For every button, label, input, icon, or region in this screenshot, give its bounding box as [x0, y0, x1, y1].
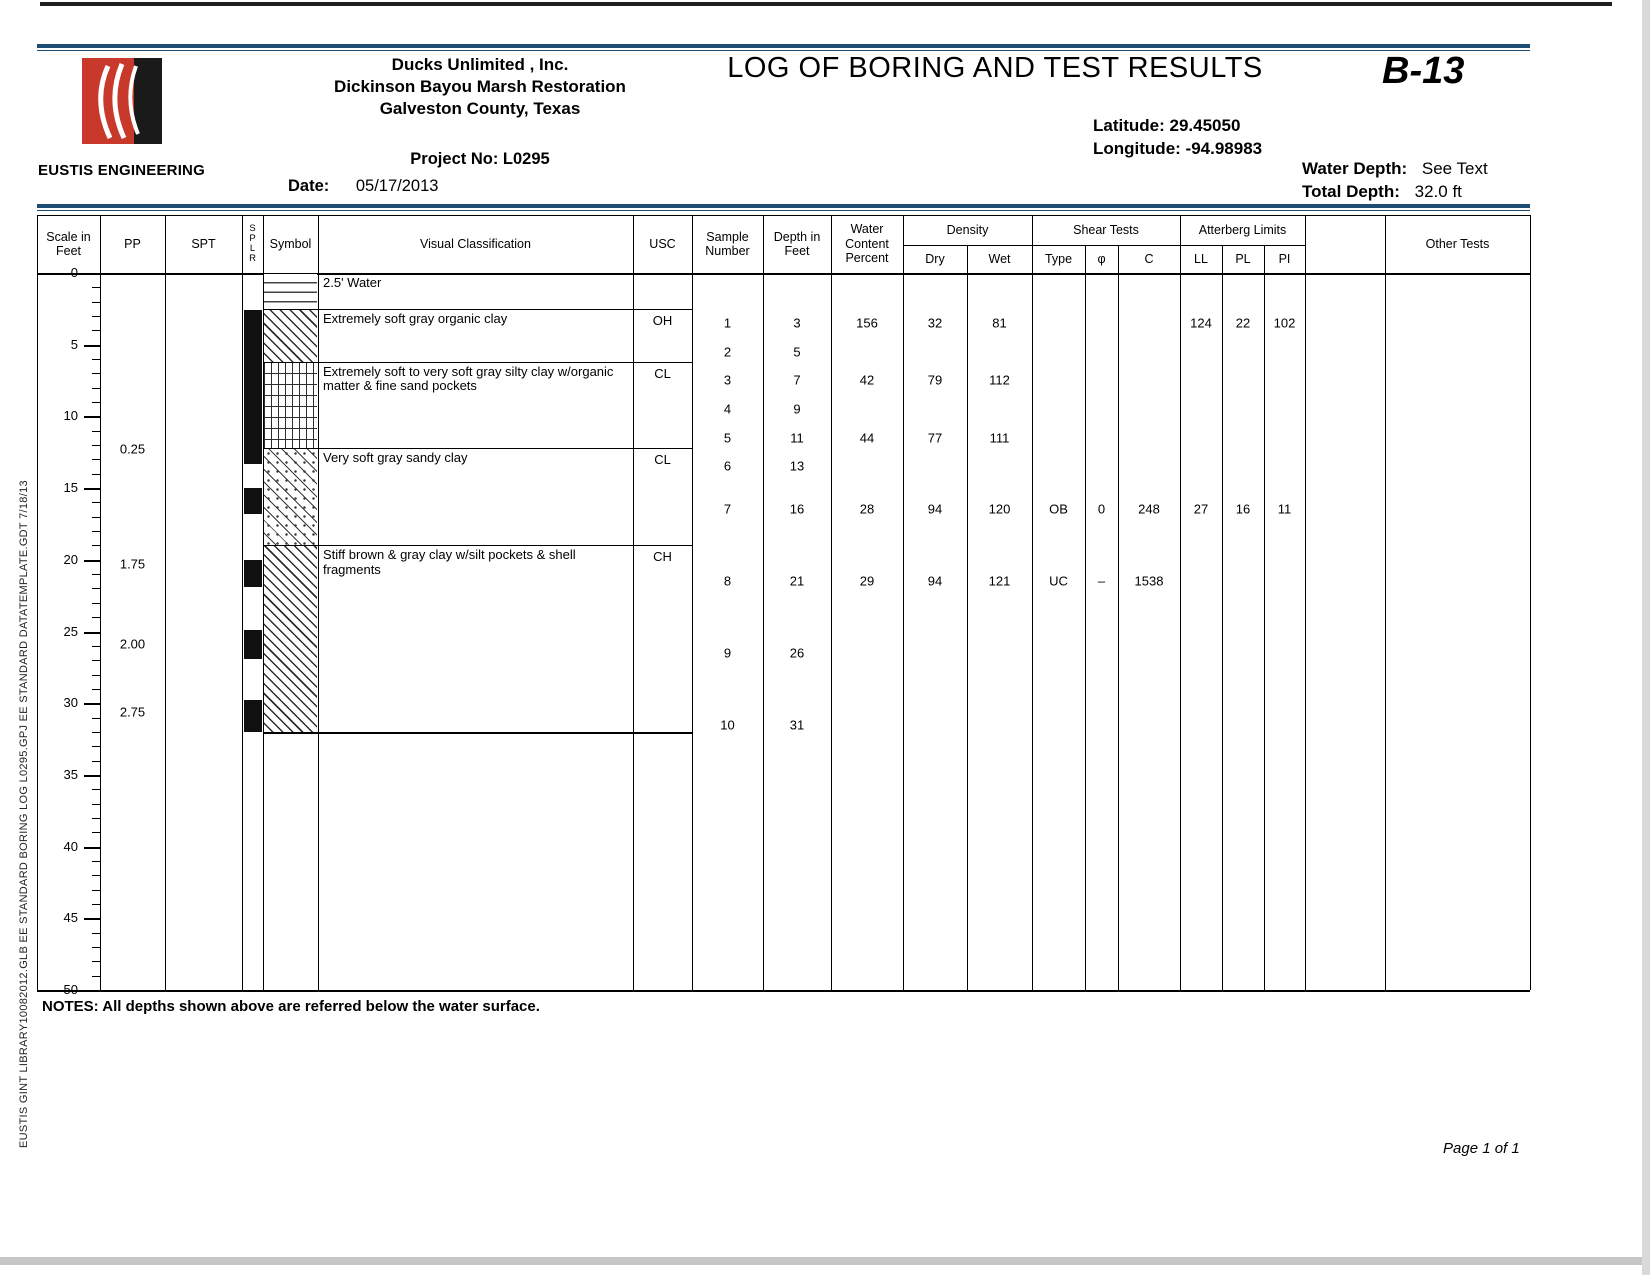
sample-depth: 9 — [793, 401, 801, 417]
sample-c: 1538 — [1134, 573, 1164, 589]
grid-vline — [633, 215, 634, 990]
grid-hline — [37, 990, 1530, 992]
mid-rule-thick — [37, 204, 1530, 208]
column-header-wc: Water Content Percent — [845, 222, 889, 266]
sample-no: 8 — [723, 573, 732, 589]
column-header-pi: PI — [1278, 252, 1291, 267]
sample-depth: 5 — [793, 344, 801, 360]
column-header-usc: USC — [649, 236, 676, 251]
water-depth-value: See Text — [1421, 159, 1488, 178]
grid-hline — [92, 904, 100, 905]
grid-hline — [84, 345, 100, 347]
grid-hline — [84, 918, 100, 920]
grid-vline — [1385, 215, 1386, 990]
grid-vline — [242, 215, 243, 990]
water-depth-label: Water Depth: — [1302, 159, 1408, 178]
column-header-phi: φ — [1097, 252, 1106, 267]
depth-scale-label: 15 — [63, 480, 78, 496]
logo-graphic — [78, 56, 166, 150]
total-depth-value: 32.0 ft — [1414, 182, 1462, 201]
grid-hline — [92, 761, 100, 762]
date-value: 05/17/2013 — [355, 177, 439, 195]
depth-scale-label: 5 — [70, 336, 78, 352]
date-line — [288, 177, 438, 196]
grid-vline — [1222, 245, 1223, 990]
depth-scale-label: 10 — [63, 408, 78, 424]
boring-id: B-13 — [1382, 50, 1465, 92]
sample-wc: 156 — [856, 315, 878, 331]
grid-vline — [763, 215, 764, 990]
sample-wet: 81 — [992, 315, 1007, 331]
grid-hline — [84, 990, 100, 992]
sample-pl: 16 — [1235, 501, 1251, 517]
sample-depth: 13 — [789, 458, 805, 474]
sample-no: 4 — [723, 401, 732, 417]
grid-hline — [263, 732, 692, 734]
sample-wet: 120 — [988, 501, 1011, 517]
sample-phi: – — [1097, 573, 1106, 589]
grid-hline — [92, 431, 100, 432]
sampler-interval — [244, 630, 262, 659]
usc-label: OH — [652, 312, 673, 328]
pp-value: 0.25 — [119, 441, 146, 457]
grid-hline — [92, 588, 100, 589]
splr-letter: P — [249, 233, 256, 245]
grid-vline — [1032, 215, 1033, 990]
grid-hline — [92, 718, 100, 719]
sample-ll: 27 — [1193, 501, 1209, 517]
grid-hline — [92, 961, 100, 962]
grid-hline — [92, 359, 100, 360]
sample-wet: 121 — [988, 573, 1011, 589]
total-depth-label: Total Depth: — [1302, 182, 1400, 201]
grid-hline — [92, 445, 100, 446]
grid-hline — [84, 703, 100, 705]
latitude-label: Latitude: — [1093, 116, 1165, 135]
sample-no: 1 — [723, 315, 732, 331]
longitude-value: -94.98983 — [1185, 139, 1263, 158]
sample-no: 3 — [723, 372, 732, 388]
column-header-pp: PP — [124, 236, 141, 251]
pp-value: 2.75 — [119, 704, 146, 720]
grid-hline — [92, 646, 100, 647]
grid-hline — [263, 309, 692, 310]
grid-hline — [84, 416, 100, 418]
total-depth-line — [1302, 182, 1462, 202]
depth-scale-label: 30 — [63, 695, 78, 711]
grid-hline — [92, 302, 100, 303]
column-header-atterberg: Atterberg Limits — [1198, 222, 1287, 237]
sample-no: 10 — [720, 717, 735, 733]
grid-hline — [92, 890, 100, 891]
sample-dry: 77 — [927, 430, 943, 446]
grid-vline — [1085, 245, 1086, 990]
splr-letter: L — [249, 243, 256, 254]
usc-label: CL — [654, 365, 671, 381]
grid-hline — [92, 402, 100, 403]
column-header-density: Density — [946, 222, 989, 237]
grid-hline — [92, 316, 100, 317]
sample-dry: 79 — [927, 372, 943, 388]
project-name: Dickinson Bayou Marsh Restoration — [334, 77, 626, 96]
grid-hline — [84, 775, 100, 777]
stratum-symbol-dashdot — [264, 449, 317, 546]
grid-hline — [92, 545, 100, 546]
grid-hline — [92, 675, 100, 676]
grid-hline — [92, 818, 100, 819]
stratum-symbol-diag — [264, 310, 317, 362]
scan-artifact-right — [1642, 0, 1650, 1275]
sample-dry: 94 — [927, 501, 943, 517]
grid-vline — [1305, 215, 1306, 990]
column-header-pl: PL — [1235, 252, 1251, 267]
grid-vline — [165, 215, 166, 990]
grid-hline — [92, 574, 100, 575]
mid-rule-thin — [37, 210, 1530, 211]
grid-hline — [92, 617, 100, 618]
top-rule-thin — [37, 50, 1530, 51]
grid-hline — [92, 789, 100, 790]
grid-vline — [1180, 215, 1181, 990]
pp-value: 1.75 — [119, 556, 146, 572]
grid-hline — [84, 560, 100, 562]
stratum-symbol-water — [264, 274, 317, 309]
column-header-sample: Sample Number — [705, 229, 750, 258]
sample-depth: 31 — [789, 717, 805, 733]
sample-c: 248 — [1138, 501, 1160, 517]
column-header-symbol: Symbol — [269, 236, 312, 251]
grid-hline — [92, 804, 100, 805]
sample-depth: 11 — [790, 430, 804, 446]
grid-hline — [92, 388, 100, 389]
sample-pi: 11 — [1277, 501, 1292, 517]
stratum-classification: Very soft gray sandy clay — [323, 449, 468, 465]
page-number: Page 1 of 1 — [1443, 1140, 1520, 1157]
eustis-logo — [78, 56, 166, 150]
latitude-line — [1093, 116, 1240, 136]
document-title: LOG OF BORING AND TEST RESULTS — [727, 52, 1263, 84]
grid-hline — [92, 603, 100, 604]
sample-wc: 28 — [859, 501, 875, 517]
grid-hline — [92, 746, 100, 747]
column-header-ll: LL — [1194, 252, 1208, 267]
sample-depth: 21 — [789, 573, 805, 589]
grid-hline — [92, 459, 100, 460]
grid-hline — [40, 273, 54, 275]
grid-hline — [92, 474, 100, 475]
sample-no: 7 — [723, 501, 732, 517]
sample-shear_type: UC — [1049, 573, 1068, 589]
sample-no: 6 — [723, 458, 732, 474]
stratum-symbol-diag — [264, 546, 317, 731]
sample-phi: 0 — [1097, 501, 1106, 517]
sample-wc: 29 — [859, 573, 875, 589]
grid-hline — [92, 373, 100, 374]
latitude-value: 29.45050 — [1169, 116, 1241, 135]
sample-no: 2 — [723, 344, 732, 360]
column-header-scale: Scale in Feet — [46, 229, 91, 258]
grid-hline — [37, 273, 1530, 275]
longitude-label: Longitude: — [1093, 139, 1181, 158]
grid-hline — [92, 287, 100, 288]
depth-scale-label: 50 — [63, 982, 78, 997]
usc-label: CH — [653, 549, 672, 565]
sample-no: 9 — [723, 645, 732, 661]
notes-text: NOTES: All depths shown above are referred below the water surface. — [42, 998, 540, 1015]
project-location: Galveston County, Texas — [379, 99, 581, 118]
grid-hline — [92, 861, 100, 862]
sample-no: 5 — [723, 430, 732, 446]
stratum-classification: 2.5' Water — [323, 275, 382, 290]
depth-scale-label: 0 — [70, 265, 78, 280]
grid-hline — [92, 976, 100, 977]
scan-artifact-bottom — [0, 1257, 1650, 1265]
grid-hline — [92, 933, 100, 934]
grid-hline — [92, 517, 100, 518]
sample-wet: 111 — [989, 430, 1010, 446]
depth-scale-label: 20 — [63, 551, 78, 567]
sample-shear_type: OB — [1049, 501, 1068, 517]
sample-dry: 32 — [927, 315, 943, 331]
project-number-line — [300, 150, 660, 169]
depth-scale-label: 40 — [63, 838, 78, 854]
project-number-label: Project No: — [410, 150, 499, 168]
sample-depth: 26 — [789, 645, 805, 661]
column-header-c: C — [1144, 252, 1154, 267]
grid-vline — [903, 215, 904, 990]
grid-vline — [1530, 215, 1531, 990]
grid-hline — [92, 832, 100, 833]
sampler-interval — [244, 488, 262, 514]
grid-hline — [84, 847, 100, 849]
grid-hline — [263, 362, 692, 363]
column-header-vc: Visual Classification — [420, 236, 531, 251]
pp-value: 2.00 — [119, 636, 146, 652]
date-label: Date: — [288, 177, 330, 195]
column-header-other: Other Tests — [1425, 236, 1490, 251]
company-name: EUSTIS ENGINEERING — [38, 162, 205, 179]
stratum-classification: Stiff brown & gray clay w/silt pockets & shell fragments — [323, 547, 576, 577]
grid-vline — [1118, 245, 1119, 990]
scan-artifact-top — [40, 2, 1612, 6]
grid-vline — [831, 215, 832, 990]
grid-hline — [263, 448, 692, 449]
grid-hline — [92, 660, 100, 661]
grid-hline — [92, 689, 100, 690]
grid-hline — [92, 502, 100, 503]
column-header-type: Type — [1044, 252, 1073, 267]
depth-scale-label: 25 — [63, 623, 78, 639]
sample-depth: 3 — [793, 315, 801, 331]
grid-hline — [92, 531, 100, 532]
splr-letter: R — [249, 252, 256, 264]
project-number-value: L0295 — [502, 150, 550, 168]
sample-wet: 112 — [989, 372, 1010, 388]
grid-hline — [92, 330, 100, 331]
grid-hline — [40, 990, 54, 992]
sampler-interval — [244, 700, 262, 732]
sample-wc: 44 — [859, 430, 875, 446]
column-header-dry: Dry — [925, 252, 945, 267]
column-header-spt: SPT — [191, 236, 216, 251]
grid-hline — [84, 632, 100, 634]
stratum-symbol-vlines — [264, 363, 317, 448]
grid-vline — [37, 215, 38, 990]
sample-ll: 124 — [1190, 315, 1212, 331]
column-header-splr — [242, 215, 263, 273]
sample-depth: 7 — [793, 372, 801, 388]
grid-hline — [92, 875, 100, 876]
depth-scale-label: 35 — [63, 766, 78, 782]
longitude-line — [1093, 139, 1262, 159]
grid-vline — [692, 215, 693, 990]
sample-depth: 16 — [789, 501, 805, 517]
depth-scale-label: 45 — [63, 910, 78, 926]
sampler-interval — [244, 310, 262, 463]
grid-hline — [84, 273, 100, 275]
column-header-depth: Depth in Feet — [773, 229, 821, 258]
top-rule-thick — [37, 44, 1530, 48]
sample-pi: 102 — [1273, 315, 1296, 331]
sample-dry: 94 — [927, 573, 943, 589]
water-depth-line — [1302, 159, 1488, 179]
splr-letter: S — [249, 223, 256, 235]
stratum-classification: Extremely soft to very soft gray silty clay w/organic matter & fine sand pockets — [323, 363, 614, 394]
stratum-classification: Extremely soft gray organic clay — [323, 310, 508, 326]
grid-hline — [92, 732, 100, 733]
usc-label: CL — [654, 451, 671, 467]
sample-pl: 22 — [1235, 315, 1251, 331]
sampler-interval — [244, 560, 262, 587]
column-header-wet: Wet — [988, 252, 1011, 267]
column-header-shear: Shear Tests — [1073, 222, 1139, 237]
grid-vline — [967, 245, 968, 990]
sample-wc: 42 — [859, 372, 875, 388]
grid-hline — [92, 947, 100, 948]
file-info-sidebar: EUSTIS GINT LIBRARY10082012.GLB EE STANDARD BORING LOG L0295.GPJ EE STANDARD DATATEMPLATE.GDT 7/18/13 — [18, 480, 30, 1148]
grid-vline — [318, 215, 319, 990]
grid-vline — [100, 215, 101, 990]
grid-hline — [263, 545, 692, 546]
grid-vline — [1264, 245, 1265, 990]
client-name: Ducks Unlimited , Inc. — [391, 55, 569, 74]
grid-hline — [84, 488, 100, 490]
